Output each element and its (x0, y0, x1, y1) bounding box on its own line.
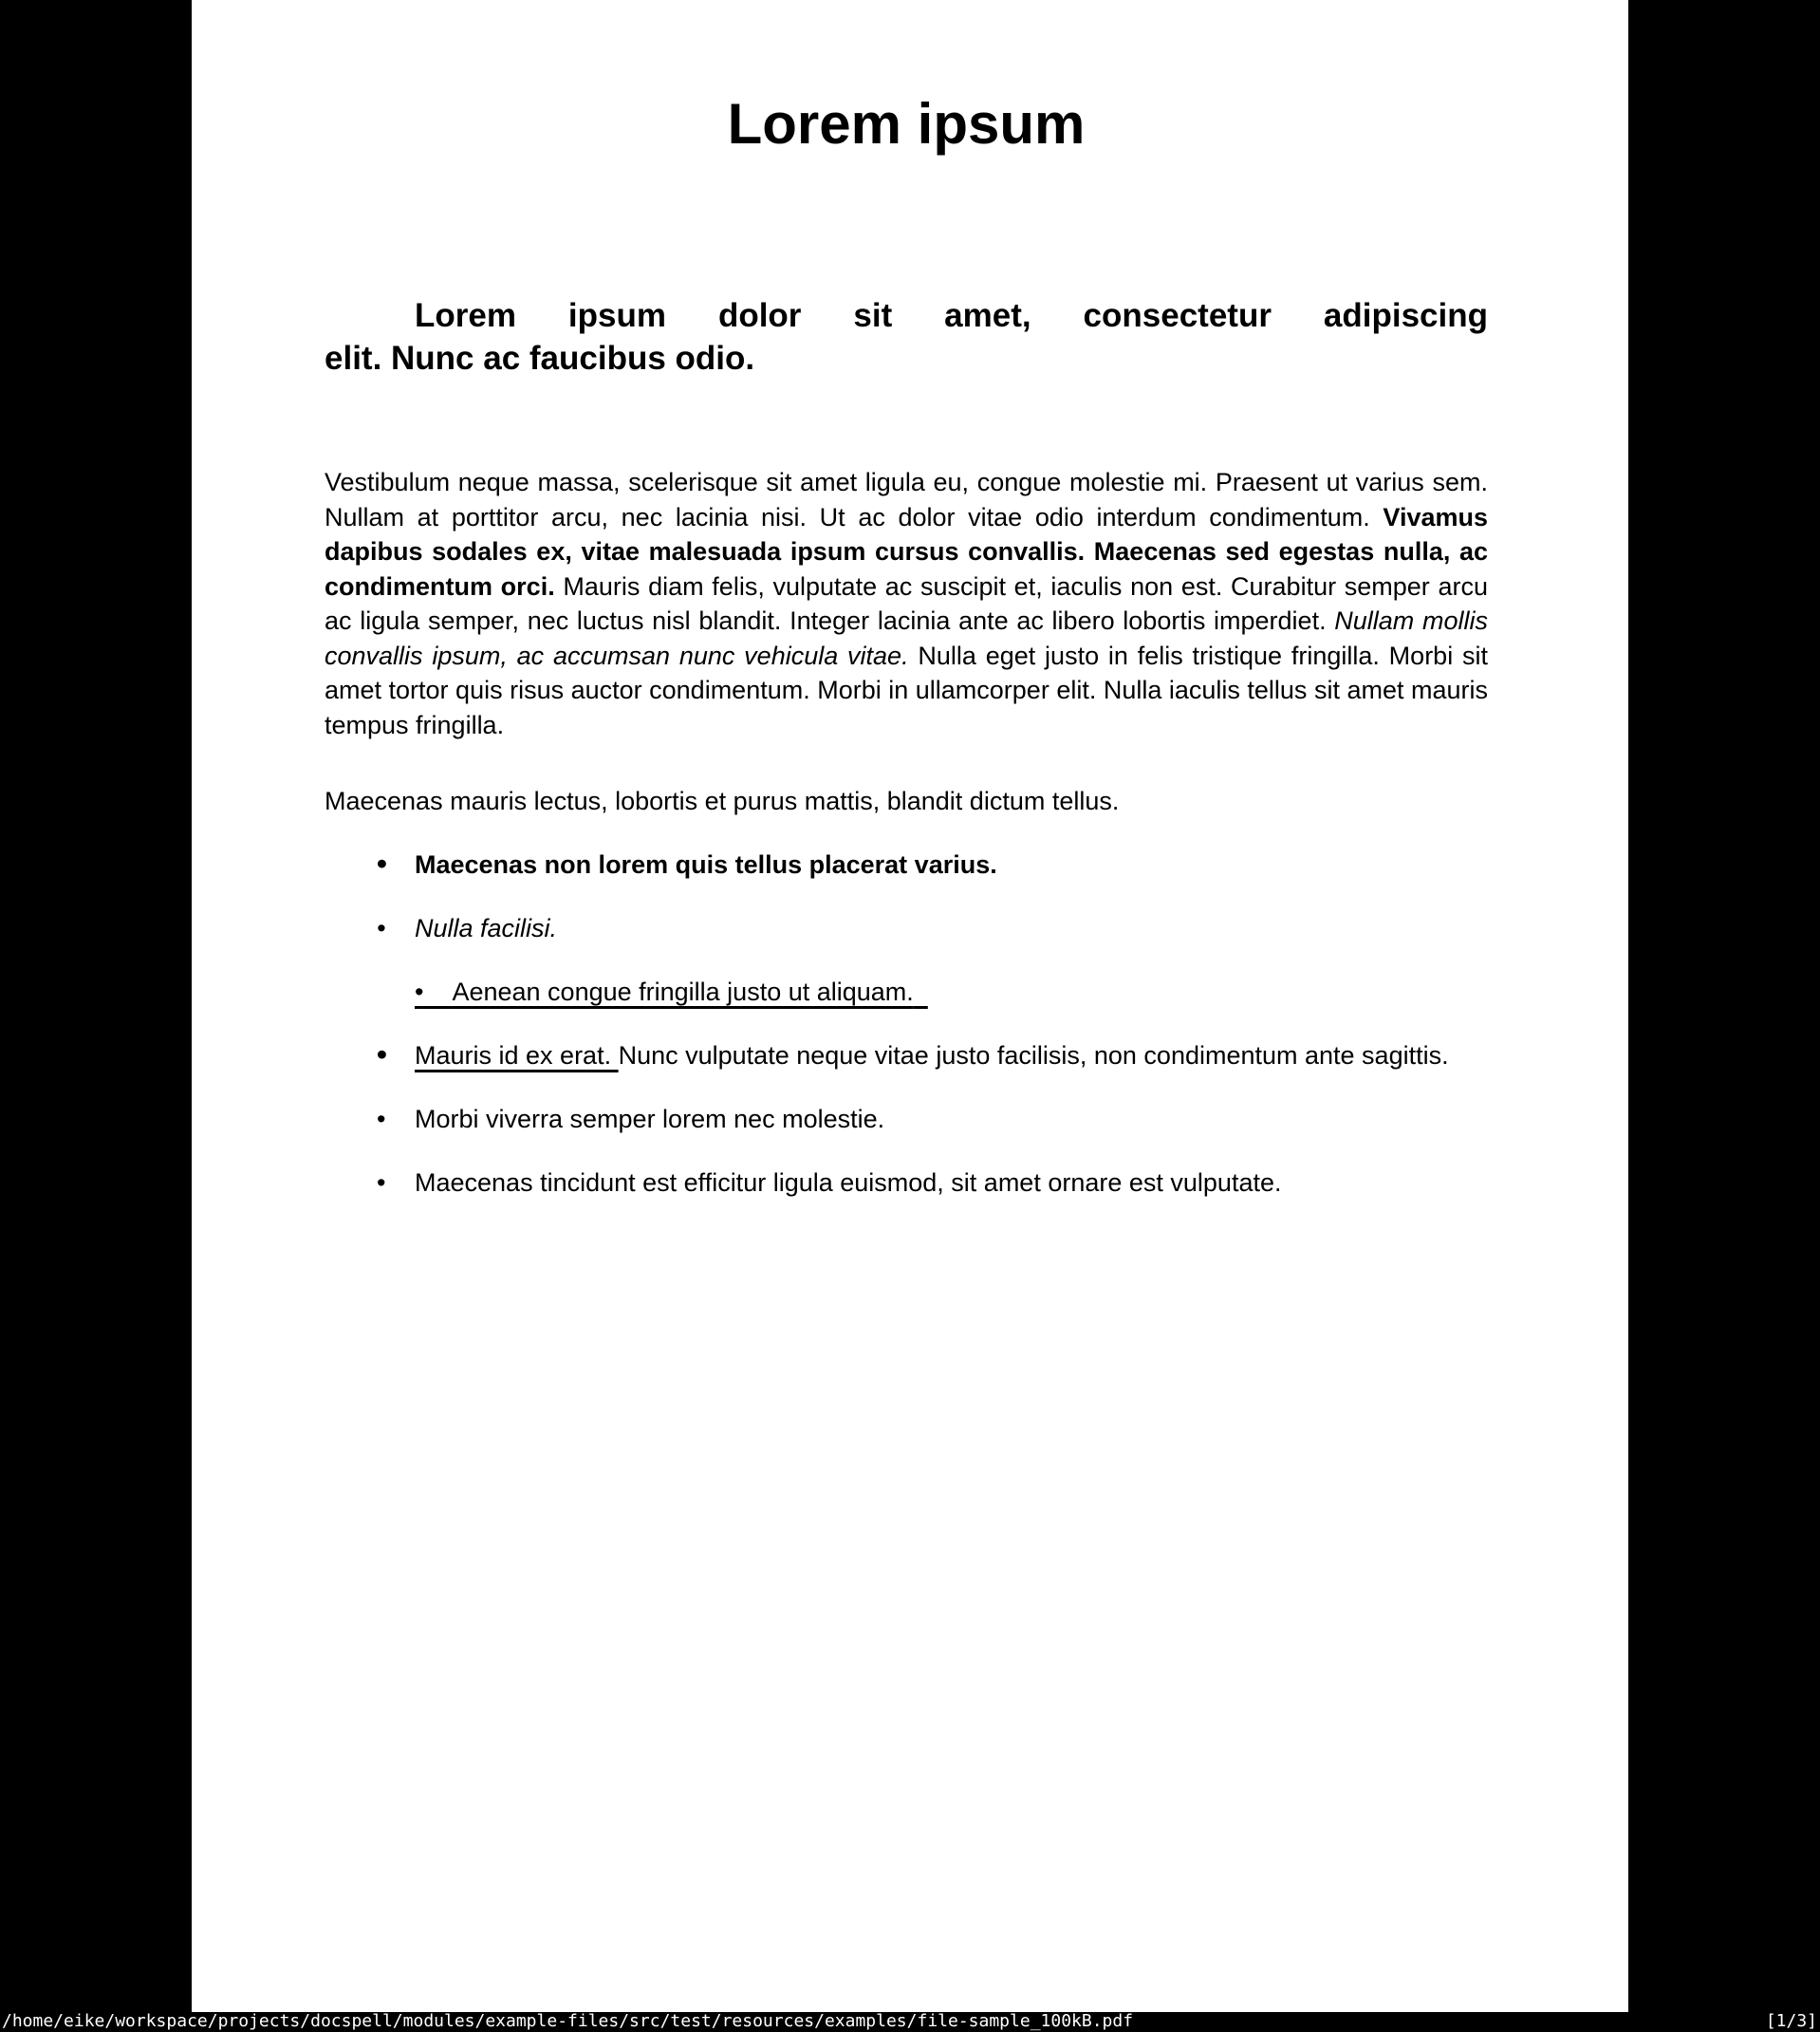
paragraph-1-normal-2: Mauris diam felis, vulputate ac suscipit et, iaculis non est. Curabitur semper arcu ac ligula semper, nec luctus nisl blandit. Integer lacinia ante ac libero lobortis imperdiet. (325, 571, 1488, 635)
bullet-icon: • (377, 913, 386, 942)
document-heading (325, 294, 1488, 380)
bullet-icon: • (377, 1167, 386, 1197)
bullet-icon: • (377, 1104, 386, 1133)
underlined-lead-wrap (415, 1041, 619, 1070)
list-item (325, 911, 1488, 946)
document-title: Lorem ipsum (727, 92, 1086, 156)
paragraph-1 (325, 465, 1488, 742)
paragraph-1-normal-1: Vestibulum neque massa, scelerisque sit amet ligula eu, congue molestie mi. Praesent ut varius sem. Nullam at porttitor arcu, nec lacinia nisi. Ut ac dolor vitae odio interdum condimentum. (325, 468, 1488, 531)
paragraph-1-normal-3: Nulla eget justo in felis tristique fringilla. Morbi sit amet tortor quis risus auctor condimentum. Morbi in ullamcorper elit. Nulla iaculis tellus sit amet mauris tempus fringilla. (325, 641, 1488, 739)
list-item (325, 1038, 1488, 1073)
status-page-indicator: [1/3] (1765, 2011, 1817, 2031)
bullet-icon: • (377, 1036, 387, 1071)
heading-line-1: Lorem ipsum dolor sit amet, consectetur adipiscing (415, 297, 1488, 334)
document-page (192, 0, 1628, 2012)
list-item-text: Nulla facilisi. (415, 913, 558, 942)
list-item-text: Morbi viverra semper lorem nec molestie. (415, 1104, 885, 1133)
list-item-text: Nunc vulputate neque vitae justo facilisis, non condimentum ante sagittis. (618, 1040, 1449, 1070)
list-item-text: Maecenas non lorem quis tellus placerat varius. (415, 849, 997, 879)
list-item-text: Aenean congue fringilla justo ut aliquam. (452, 977, 914, 1006)
list-item (325, 1102, 1488, 1137)
status-bar (0, 2012, 1820, 2032)
bullet-list (325, 848, 1488, 1201)
status-file-path: /home/eike/workspace/projects/docspell/modules/example-files/src/test/resources/examples/file-sample_100kB.pdf (2, 2011, 1134, 2031)
paragraph-1-bold: Vivamus dapibus sodales ex, vitae malesuada ipsum cursus convallis. Maecenas sed egestas nulla, ac condimentum orci. (325, 502, 1488, 601)
paragraph-2: Maecenas mauris lectus, lobortis et purus mattis, blandit dictum tellus. (325, 787, 1120, 815)
list-item (325, 848, 1488, 883)
heading-line-2: elit. Nunc ac faucibus odio. (325, 340, 755, 377)
list-item (325, 1165, 1488, 1201)
list-item-text: Maecenas tincidunt est efficitur ligula euismod, sit amet ornare est vulputate. (415, 1167, 1282, 1197)
page-content (192, 0, 1628, 1201)
bullet-icon: • (415, 977, 424, 1006)
bullet-icon: • (377, 846, 387, 880)
list-item-lead-text: Mauris id ex erat. (415, 1040, 612, 1070)
underlined-item-wrap (415, 978, 928, 1006)
paragraph-1-italic: Nullam mollis convallis ipsum, ac accumsan nunc vehicula vitae. (325, 606, 1488, 670)
list-item (325, 975, 1488, 1010)
